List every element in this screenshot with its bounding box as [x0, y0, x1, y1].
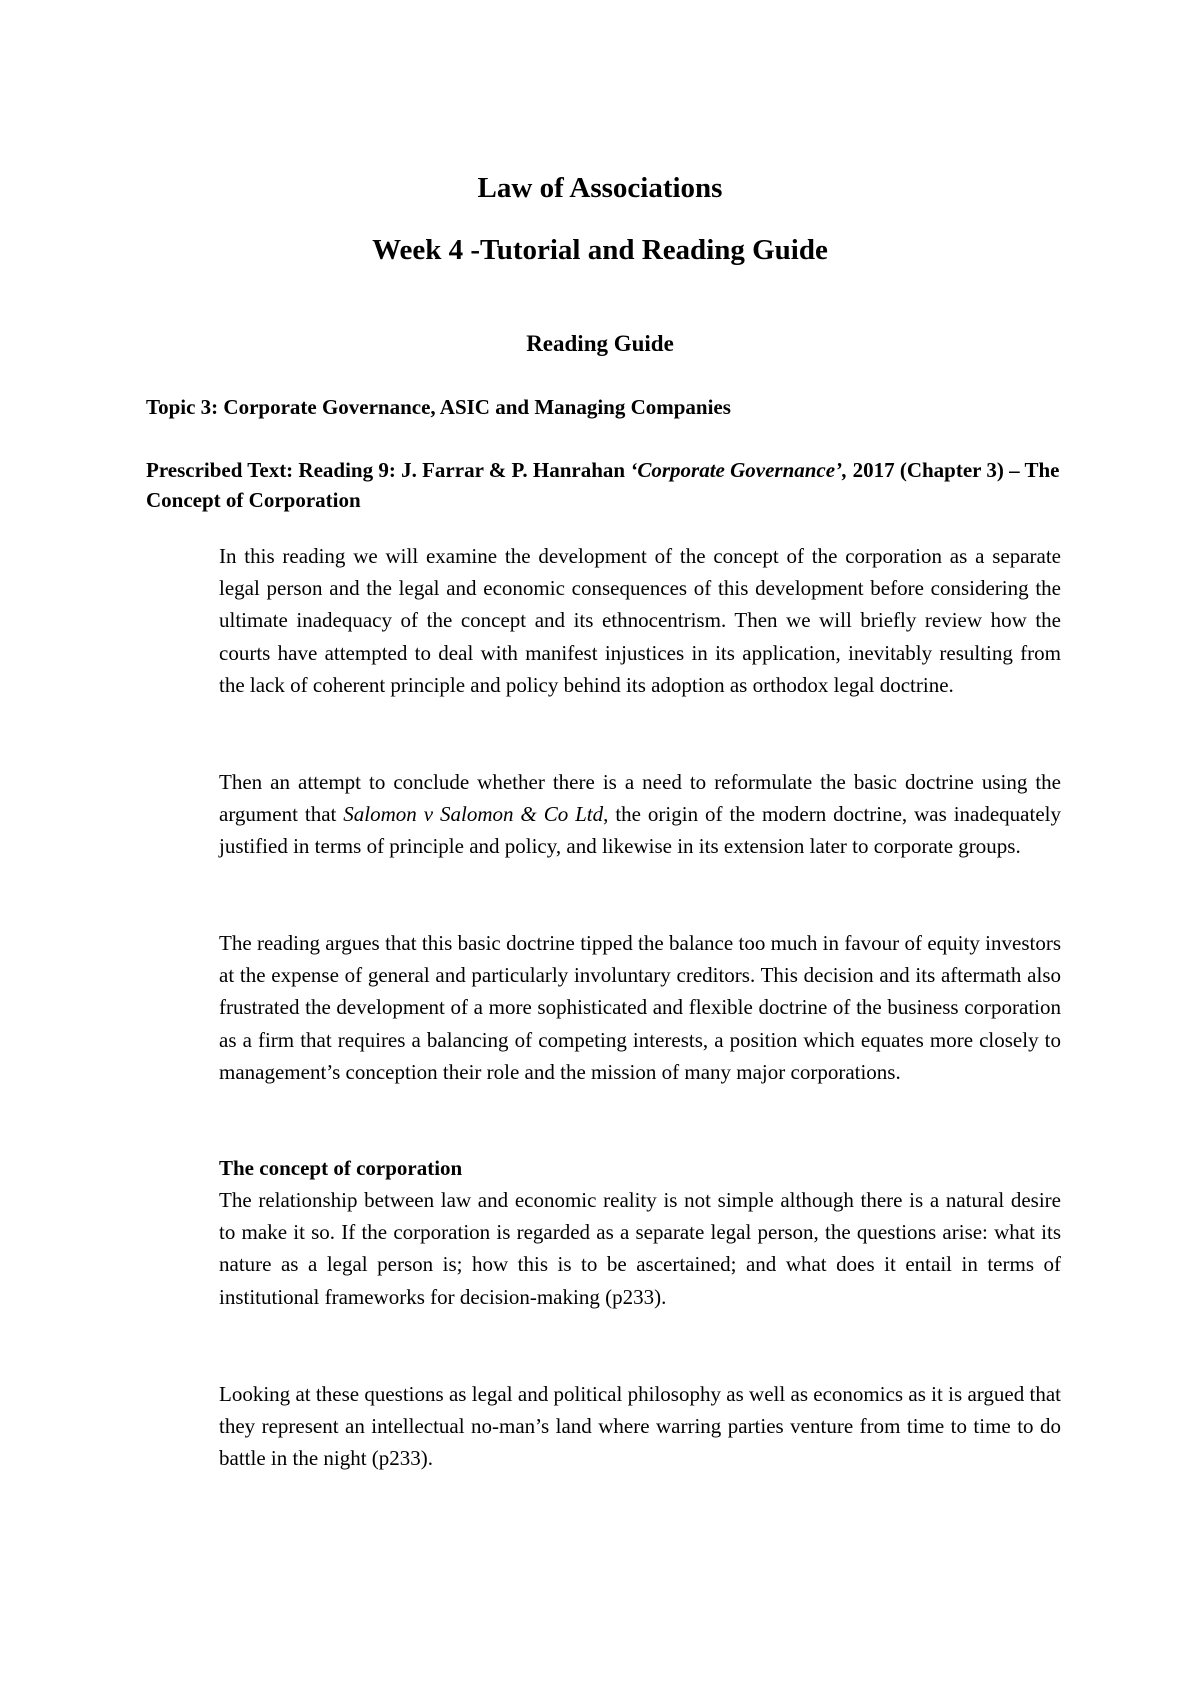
section-heading: Reading Guide — [526, 331, 674, 356]
document-subtitle: Week 4 -Tutorial and Reading Guide — [372, 234, 828, 266]
case-name: Salomon v Salomon & Co Ltd — [343, 802, 604, 827]
topic-line: Topic 3: Corporate Governance, ASIC and Managing Companies — [146, 395, 731, 419]
paragraph-intro: In this reading we will examine the development of the concept of the corporation as a separate legal person and the legal and economic consequences of this development before considering the ultimate inadequacy of the concept and its ethnocentrism. Then we will briefly review how the courts have attempted to deal with manifest injustices in its application, inevitably resulting from the lack of coherent principle and policy behind its adoption as orthodox legal doctrine. — [219, 544, 1061, 697]
prescribed-book-title: ‘Corporate Governance’, — [630, 458, 848, 482]
prescribed-tail: 2017 (Chapter 3) – The Concept of Corporation — [146, 458, 1060, 512]
subheading-concept: The concept of corporation — [219, 1156, 463, 1180]
paragraph-philosophy: Looking at these questions as legal and political philosophy as well as economics as it is argued that they represent an intellectual no-man’s land where warring parties venture from time to time to do battle in the night (p233). — [219, 1382, 1061, 1471]
document-title: Law of Associations — [477, 172, 723, 204]
paragraph-argument: The reading argues that this basic doctrine tipped the balance too much in favour of equity investors at the expense of general and particularly involuntary creditors. This decision and its aftermath also frustrated the development of a more sophisticated and flexible doctrine of the business corporation as a firm that requires a balancing of competing interests, a position which equates more closely to management’s conception their role and the mission of many major corporations. — [219, 931, 1061, 1084]
paragraph-salomon-before: Then an attempt to conclude whether there is a need to reformulate the basic doctrine using the argument that — [219, 770, 1061, 827]
prescribed-text — [146, 455, 1076, 515]
paragraph-salomon — [219, 766, 1061, 863]
paragraph-relationship: The relationship between law and economic reality is not simple although there is a natural desire to make it so. If the corporation is regarded as a separate legal person, the questions arise: what its nature as a legal person is; how this is to be ascertained; and what does it entail in terms of institutional frameworks for decision-making (p233). — [219, 1188, 1061, 1309]
prescribed-lead: Prescribed Text: Reading 9: J. Farrar & P. Hanrahan — [146, 458, 631, 482]
paragraph-salomon-after: , the origin of the modern doctrine, was inadequately justified in terms of principle and policy, and likewise in its extension later to corporate groups. — [219, 802, 1061, 859]
